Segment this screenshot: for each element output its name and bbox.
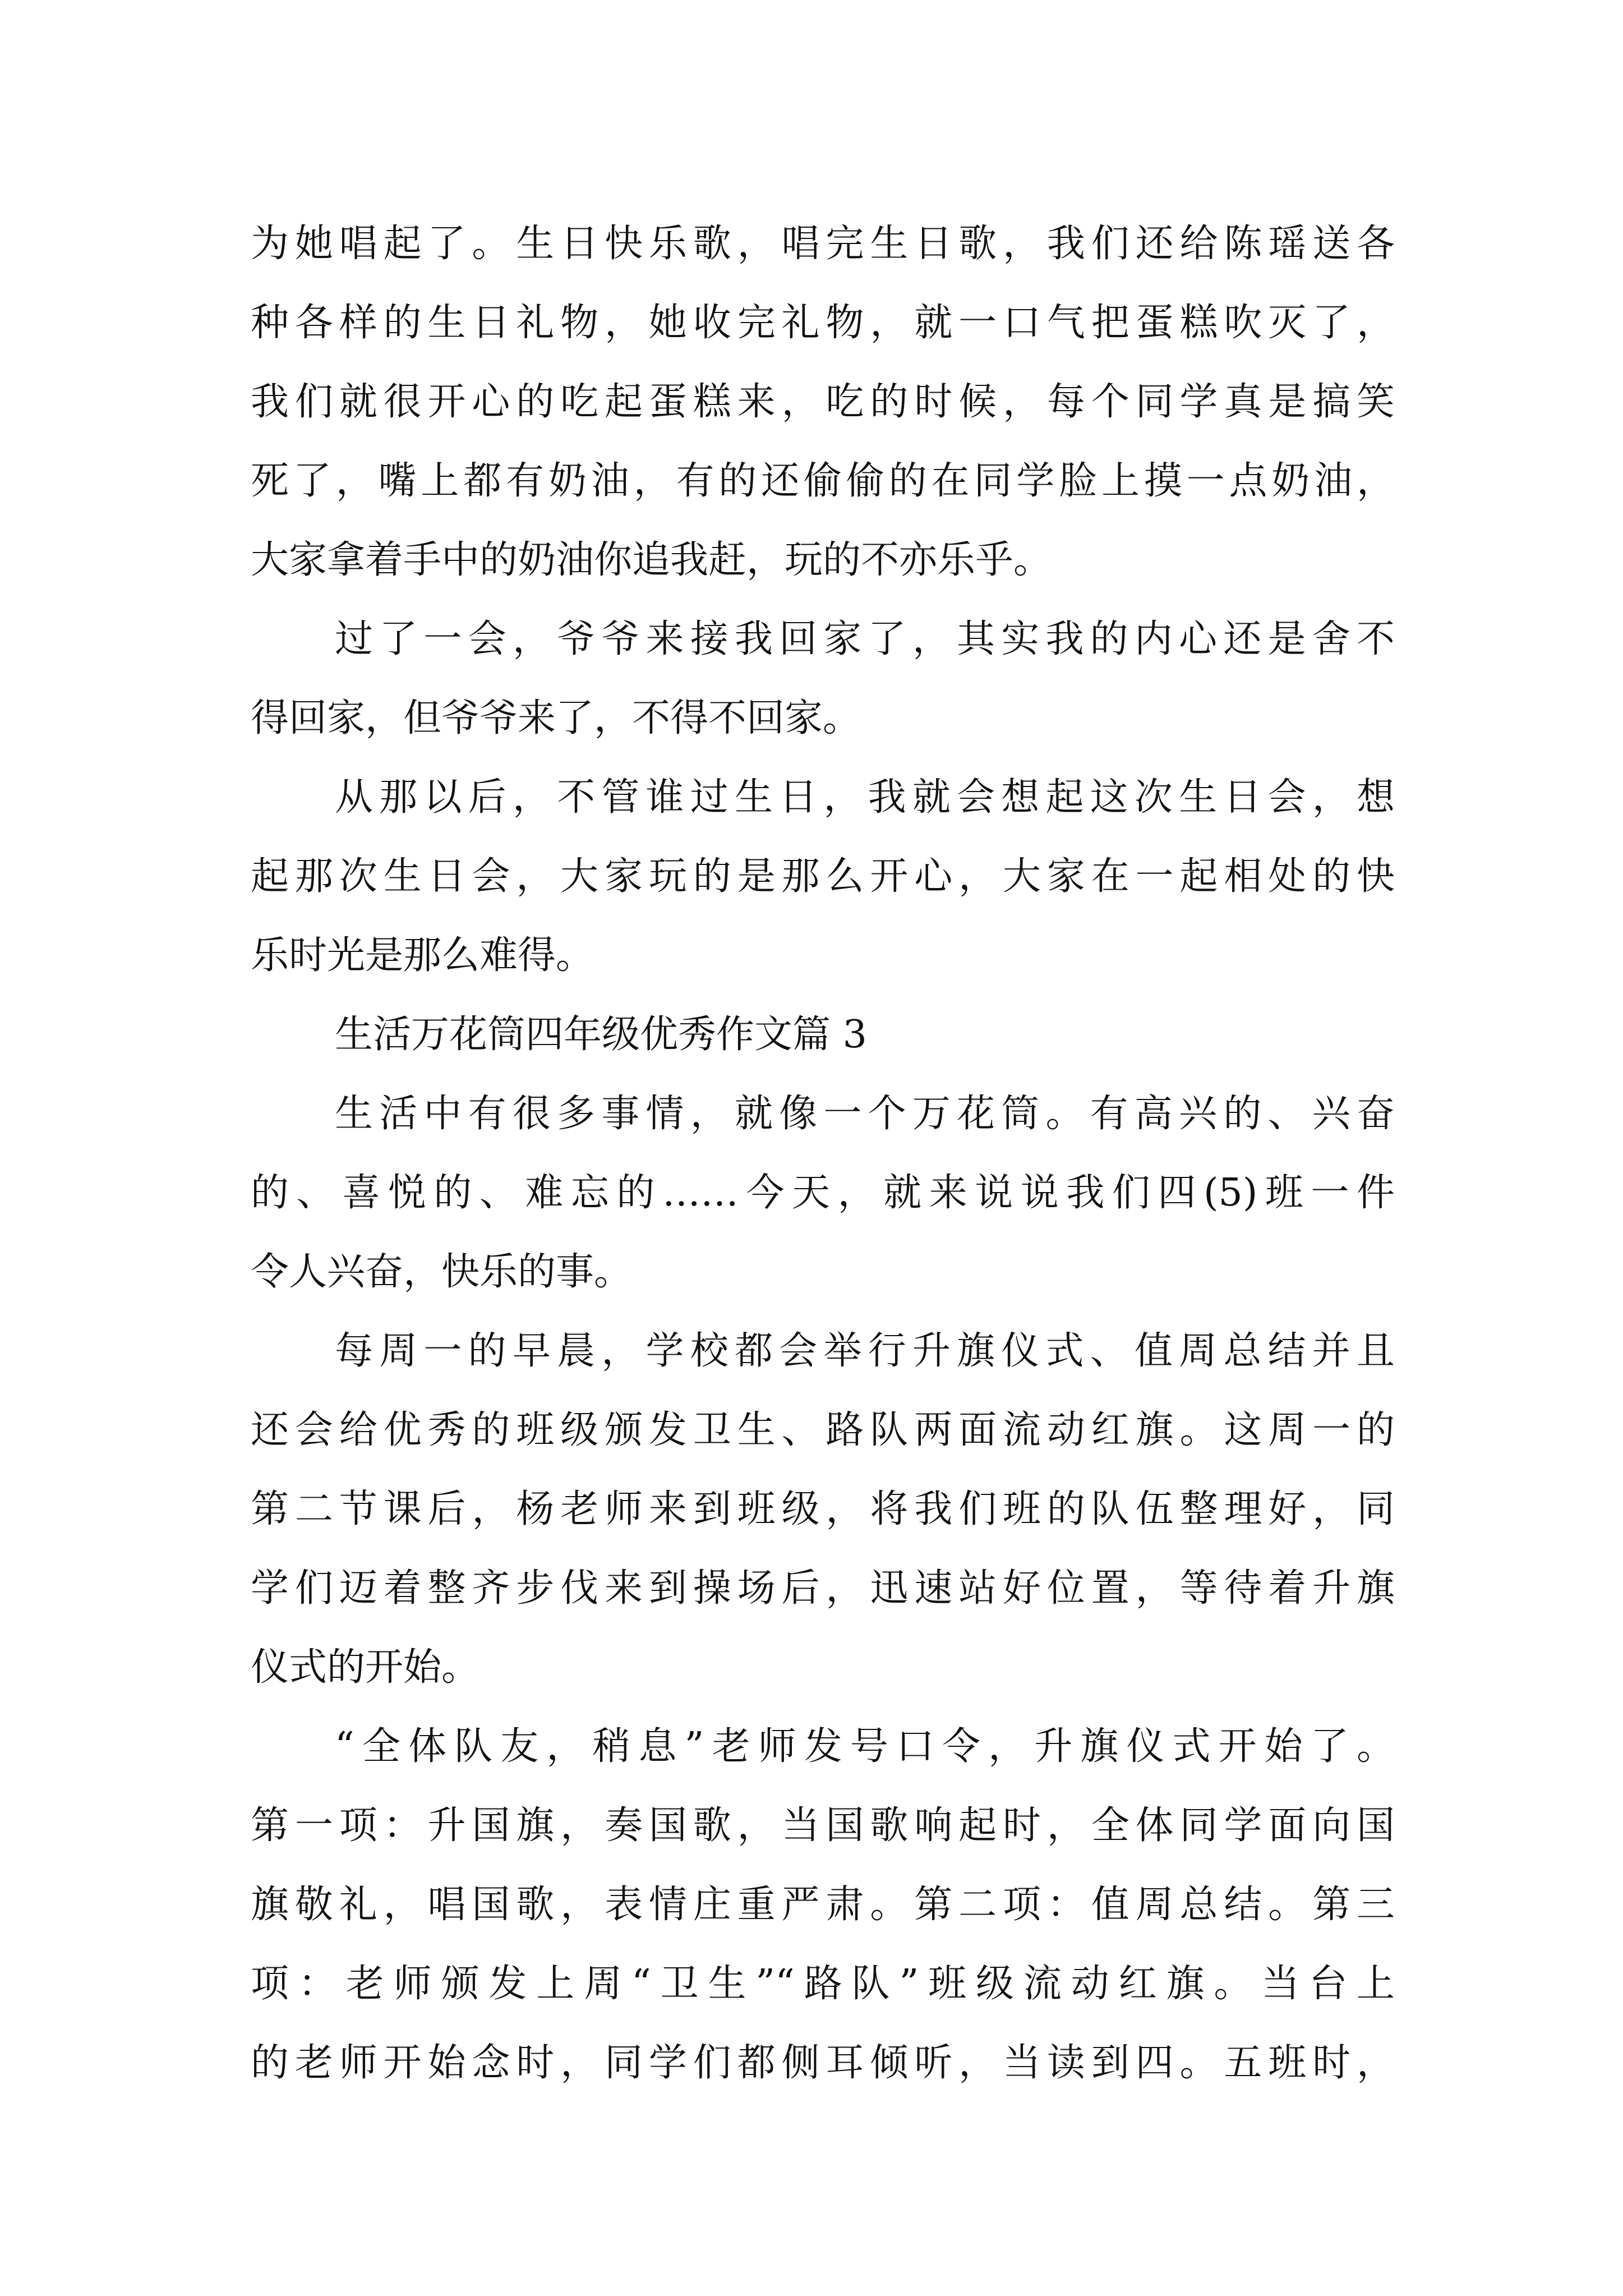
- text-line: 旗敬礼，唱国歌，表情庄重严肃。第二项：值周总结。第三: [251, 1883, 1395, 1927]
- text-line: 仪式的开始。: [251, 1645, 480, 1690]
- paragraph-monday-morning: [251, 1312, 1395, 1707]
- paragraph-going-home: [251, 600, 1395, 758]
- section-heading: [251, 995, 1395, 1074]
- text-line: 的、喜悦的、难忘的……今天，就来说说我们四(5)班一件: [251, 1171, 1395, 1215]
- text-line: 从那以后，不管谁过生日，我就会想起这次生日会，想: [335, 775, 1395, 820]
- text-line: “全体队友，稍息”老师发号口令，升旗仪式开始了。: [335, 1724, 1395, 1769]
- text-line: 还会给优秀的班级颁发卫生、路队两面流动红旗。这周一的: [251, 1408, 1395, 1452]
- text-line: 得回家，但爷爷来了，不得不回家。: [251, 696, 861, 740]
- text-line: 为她唱起了。生日快乐歌，唱完生日歌，我们还给陈瑶送各: [251, 222, 1395, 266]
- paragraph-memory: [251, 758, 1395, 995]
- text-line: 的老师开始念时，同学们都侧耳倾听，当读到四。五班时，: [251, 2041, 1395, 2085]
- paragraph-kaleidoscope-intro: [251, 1074, 1395, 1312]
- text-line: 大家拿着手中的奶油你追我赶，玩的不亦乐乎。: [251, 538, 1052, 582]
- paragraph-birthday-party: [251, 204, 1395, 600]
- text-line: 令人兴奋，快乐的事。: [251, 1250, 633, 1294]
- text-line: 每周一的早晨，学校都会举行升旗仪式、值周总结并且: [335, 1329, 1395, 1373]
- paragraph-flag-ceremony: [251, 1707, 1395, 2102]
- document-body: [251, 204, 1395, 2102]
- text-line: 第一项：升国旗，奏国歌，当国歌响起时，全体同学面向国: [251, 1803, 1395, 1848]
- text-line: 种各样的生日礼物，她收完礼物，就一口气把蛋糕吹灭了，: [251, 301, 1395, 345]
- text-line: 生活中有很多事情，就像一个万花筒。有高兴的、兴奋: [335, 1092, 1395, 1136]
- text-line: 第二节课后，杨老师来到班级，将我们班的队伍整理好，同: [251, 1487, 1395, 1531]
- heading-text: 生活万花筒四年级优秀作文篇 3: [335, 1013, 867, 1057]
- text-line: 项：老师颁发上周“卫生”“路队”班级流动红旗。当台上: [251, 1962, 1395, 2006]
- text-line: 过了一会，爷爷来接我回家了，其实我的内心还是舍不: [335, 617, 1395, 661]
- text-line: 学们迈着整齐步伐来到操场后，迅速站好位置，等待着升旗: [251, 1566, 1395, 1611]
- text-line: 死了，嘴上都有奶油，有的还偷偷的在同学脸上摸一点奶油，: [251, 459, 1395, 503]
- text-line: 起那次生日会，大家玩的是那么开心，大家在一起相处的快: [251, 854, 1395, 899]
- text-line: 我们就很开心的吃起蛋糕来，吃的时候，每个同学真是搞笑: [251, 380, 1395, 424]
- text-line: 乐时光是那么难得。: [251, 933, 594, 978]
